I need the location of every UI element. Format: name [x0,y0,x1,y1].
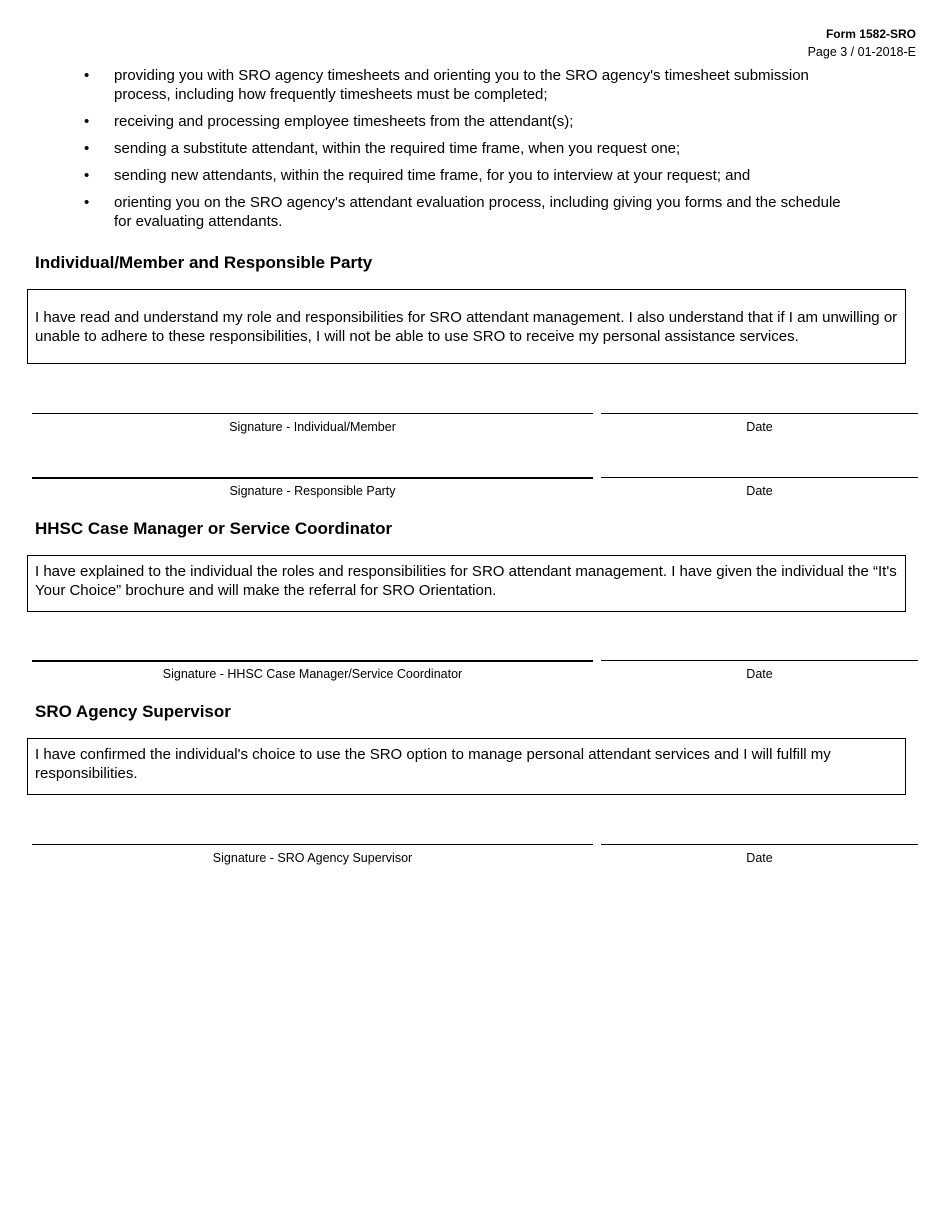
list-item [84,66,844,104]
date-supervisor-label: Date [746,851,773,865]
list-item [84,193,844,231]
list-item-text: sending new attendants, within the required time frame, for you to interview at your request; and [114,167,751,184]
bullet-icon: • [84,194,90,211]
supervisor-statement-text: I have confirmed the individual's choice to use the SRO option to manage personal attendant services and I will fulfill my responsibilities. [35,746,831,782]
case-manager-statement-text: I have explained to the individual the roles and responsibilities for SRO attendant management. I have given the individual the “It's Your Choice” brochure and will make the referral for SRO Orientation. [35,563,897,599]
individual-section-heading: Individual/Member and Responsible Party [35,253,373,272]
supervisor-section-heading: SRO Agency Supervisor [35,702,231,721]
individual-statement-text: I have read and understand my role and responsibilities for SRO attendant management. I also understand that if I am unwilling or unable to adhere to these responsibilities, I will not be able to use SRO to receive my personal assistance services. [35,309,898,345]
responsibility-list [84,66,844,239]
signature-member-line[interactable] [32,413,593,414]
date-party-label: Date [746,484,773,498]
signature-party-line[interactable] [32,477,593,479]
individual-statement-box [27,289,906,364]
bullet-icon: • [84,113,90,130]
page-info: Page 3 / 01-2018-E [807,45,916,59]
list-item-text: orienting you on the SRO agency's attendant evaluation process, including giving you forms and the schedule for evaluating attendants. [114,194,841,230]
supervisor-statement-box [27,738,906,795]
bullet-icon: • [84,140,90,157]
signature-member-label: Signature - Individual/Member [229,420,396,434]
date-supervisor-line[interactable] [601,844,918,845]
signature-case-manager-line[interactable] [32,660,593,662]
signature-party-label: Signature - Responsible Party [229,484,396,498]
list-item [84,139,844,158]
bullet-icon: • [84,67,90,84]
date-member-label: Date [746,420,773,434]
signature-case-manager-label: Signature - HHSC Case Manager/Service Coordinator [162,667,463,681]
list-item-text: sending a substitute attendant, within the required time frame, when you request one; [114,140,681,157]
date-case-manager-label: Date [746,667,773,681]
form-id: Form 1582-SRO [825,27,916,41]
signature-supervisor-line[interactable] [32,844,593,845]
date-party-line[interactable] [601,477,918,478]
date-case-manager-line[interactable] [601,660,918,661]
case-manager-section-heading: HHSC Case Manager or Service Coordinator [35,519,393,538]
bullet-icon: • [84,167,90,184]
list-item [84,166,844,185]
date-member-line[interactable] [601,413,918,414]
case-manager-statement-box [27,555,906,612]
signature-supervisor-label: Signature - SRO Agency Supervisor [212,851,413,865]
list-item-text: providing you with SRO agency timesheets and orienting you to the SRO agency's timesheet submission process, including how frequently timesheets must be completed; [114,67,809,103]
list-item [84,112,844,131]
list-item-text: receiving and processing employee timesheets from the attendant(s); [114,113,574,130]
